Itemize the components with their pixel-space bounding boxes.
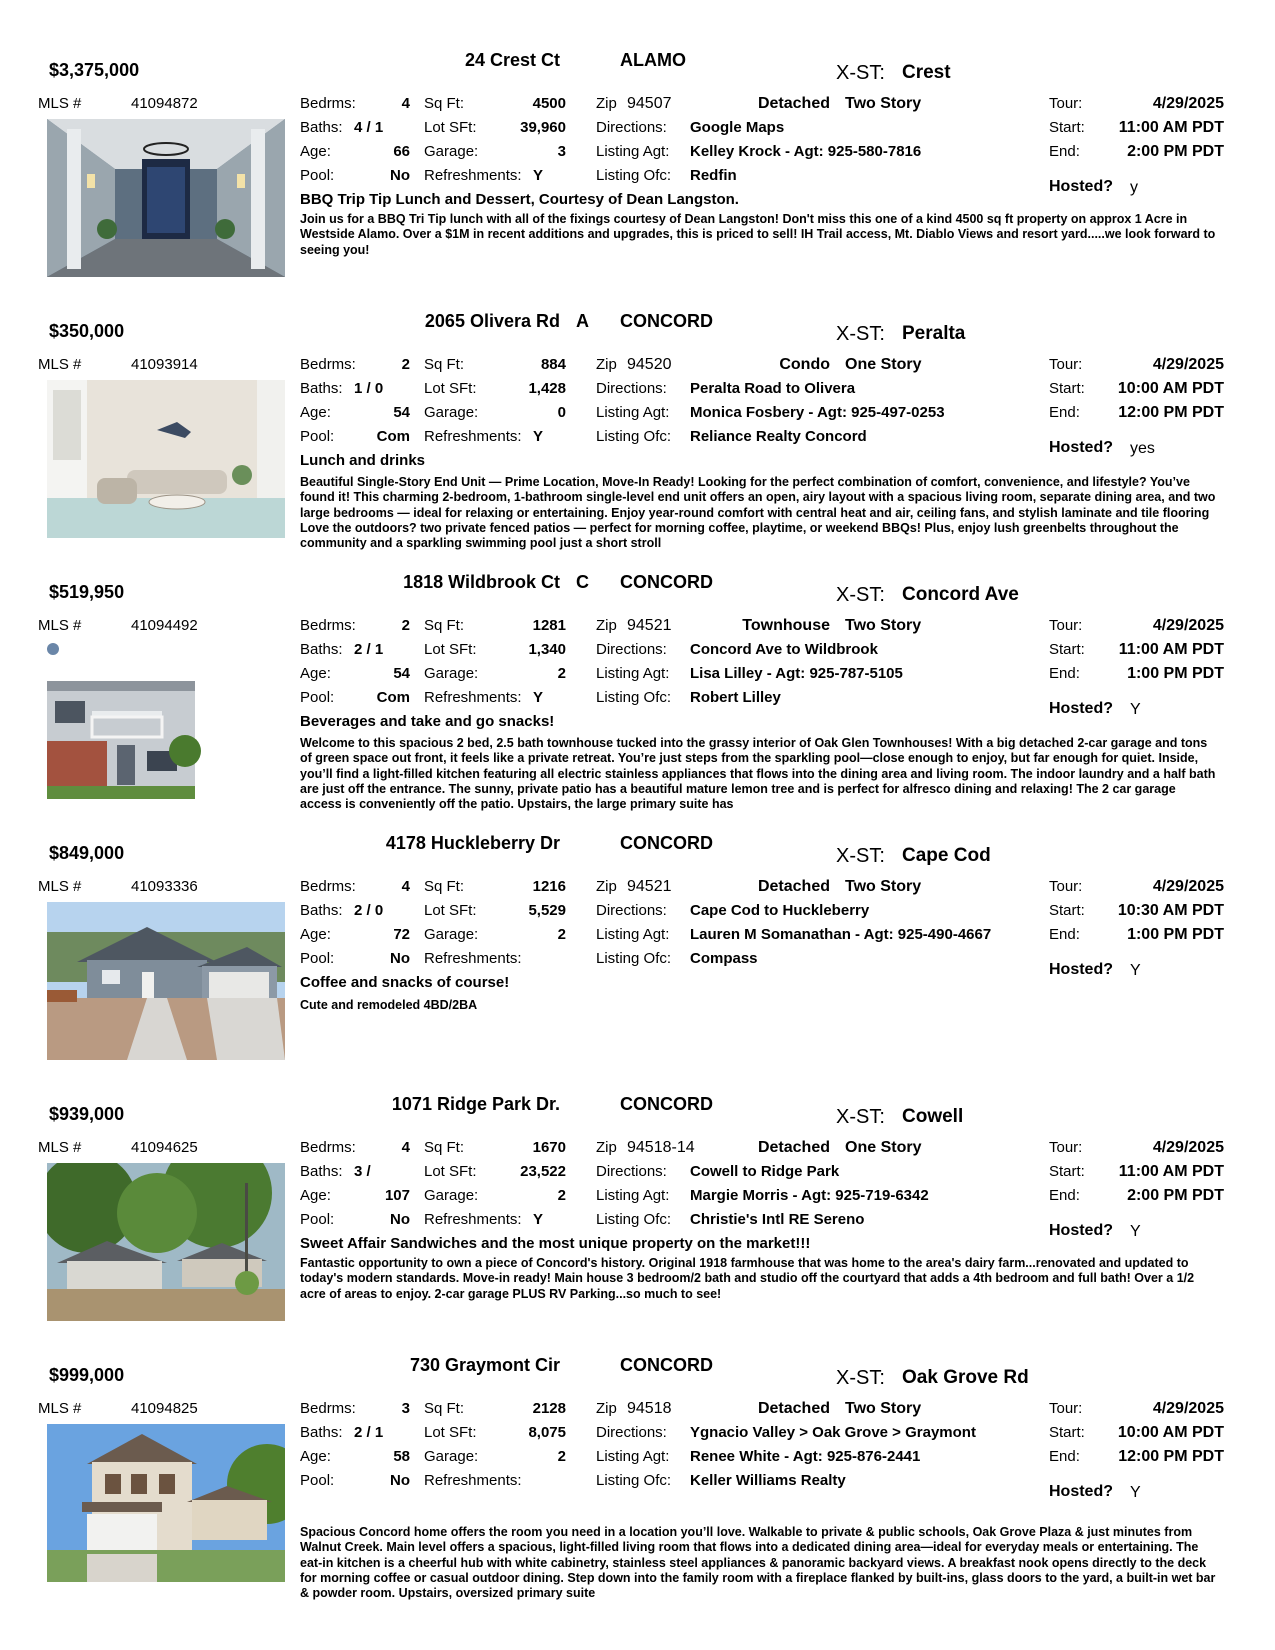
listing-agent-label: Listing Agt: <box>596 1187 670 1204</box>
property-type: Detached <box>757 1400 830 1417</box>
listing-office-label: Listing Ofc: <box>596 1211 672 1228</box>
end-time: 1:00 PM PDT <box>1127 665 1224 682</box>
refreshments-flag: Y <box>533 1211 544 1228</box>
sqft: 1281 <box>532 617 566 634</box>
bedrooms-label: Bedrms: <box>300 1139 356 1156</box>
lot-sqft: 1,428 <box>528 380 566 397</box>
property-type: Detached <box>757 878 830 895</box>
mls-label: MLS # <box>38 617 82 634</box>
directions-label: Directions: <box>596 1424 667 1441</box>
hosted: Y <box>1130 1223 1141 1240</box>
cross-street-label: X-ST: <box>836 1367 885 1389</box>
tour-label: Tour: <box>1049 95 1083 112</box>
bedrooms: 2 <box>401 356 410 373</box>
hosted-label: Hosted? <box>1049 961 1113 978</box>
refreshment-description: Lunch and drinks <box>300 452 426 469</box>
zip-label: Zip <box>596 617 617 634</box>
listing-agent: Margie Morris - Agt: 925-719-6342 <box>690 1187 929 1204</box>
refreshment-description: Beverages and take and go snacks! <box>300 713 555 730</box>
end-label: End: <box>1049 143 1080 160</box>
bedrooms-label: Bedrms: <box>300 617 356 634</box>
hosted-label: Hosted? <box>1049 439 1113 456</box>
bedrooms: 3 <box>401 1400 410 1417</box>
baths-label: Baths: <box>300 641 343 658</box>
listing-card <box>0 825 1275 1085</box>
bedrooms: 2 <box>401 617 410 634</box>
baths: 2 / 1 <box>354 641 384 658</box>
age-label: Age: <box>300 404 331 421</box>
city: CONCORD <box>620 833 713 853</box>
baths: 4 / 1 <box>354 119 384 136</box>
hosted-label: Hosted? <box>1049 700 1113 717</box>
directions-label: Directions: <box>596 641 667 658</box>
refreshment-description: BBQ Trip Tip Lunch and Dessert, Courtesy of Dean Langston. <box>300 191 739 208</box>
listing-agent: Kelley Krock - Agt: 925-580-7816 <box>690 143 922 160</box>
listing-agent-label: Listing Agt: <box>596 926 670 943</box>
hosted-label: Hosted? <box>1049 178 1113 195</box>
garage-label: Garage: <box>424 143 479 160</box>
price: $3,375,000 <box>49 60 140 80</box>
house-front-photo <box>47 902 285 1060</box>
tour-label: Tour: <box>1049 1400 1083 1417</box>
zip-label: Zip <box>596 878 617 895</box>
pool: Com <box>376 428 410 445</box>
garage-label: Garage: <box>424 926 479 943</box>
tour-date: 4/29/2025 <box>1152 356 1224 373</box>
listing-office-label: Listing Ofc: <box>596 428 672 445</box>
stories: Two Story <box>845 95 922 112</box>
directions: Google Maps <box>690 119 785 136</box>
address: 24 Crest Ct <box>464 50 560 70</box>
listing-office-label: Listing Ofc: <box>596 950 672 967</box>
baths-label: Baths: <box>300 1424 343 1441</box>
sqft-label: Sq Ft: <box>424 617 465 634</box>
bedrooms-label: Bedrms: <box>300 1400 356 1417</box>
age: 54 <box>393 404 410 421</box>
listing-agent-label: Listing Agt: <box>596 143 670 160</box>
garage: 2 <box>557 926 566 943</box>
lot-sqft-label: Lot SFt: <box>424 119 477 136</box>
end-time: 1:00 PM PDT <box>1127 926 1224 943</box>
baths-label: Baths: <box>300 1163 343 1180</box>
bedrooms-label: Bedrms: <box>300 95 356 112</box>
end-label: End: <box>1049 1187 1080 1204</box>
mls-number: 41094492 <box>131 617 198 634</box>
listing-agent-label: Listing Agt: <box>596 1448 670 1465</box>
listing-remarks: Cute and remodeled 4BD/2BA <box>300 998 478 1012</box>
baths-label: Baths: <box>300 119 343 136</box>
listing-remarks: Fantastic opportunity to own a piece of Concord's history. Original 1918 farmhouse that was home to the area's dairy farm...renovated and updated to today's modern standards. Move-in ready! Main house 3 bedroom/2 bath and studio off the courtyard that adds a 4th bedroom and full bath! Over a 1/2 acre of areas to enjoy. 2-car garage PLUS RV Parking...so much to see! <box>300 1256 1195 1301</box>
stories: One Story <box>845 1139 922 1156</box>
cross-street-label: X-ST: <box>836 62 885 84</box>
cross-street-label: X-ST: <box>836 584 885 606</box>
lot-sqft: 23,522 <box>520 1163 566 1180</box>
start-time: 10:30 AM PDT <box>1117 902 1224 919</box>
listing-agent: Renee White - Agt: 925-876-2441 <box>690 1448 921 1465</box>
baths-label: Baths: <box>300 902 343 919</box>
start-time: 11:00 AM PDT <box>1118 1163 1224 1180</box>
lot-sqft-label: Lot SFt: <box>424 1163 477 1180</box>
baths: 3 / <box>354 1163 371 1180</box>
end-time: 12:00 PM PDT <box>1118 1448 1224 1465</box>
cross-street: Peralta <box>902 323 966 344</box>
refreshments-label: Refreshments: <box>424 428 522 445</box>
sqft: 1216 <box>532 878 566 895</box>
mls-number: 41093336 <box>131 878 198 895</box>
age: 72 <box>393 926 410 943</box>
listing-agent: Lisa Lilley - Agt: 925-787-5105 <box>690 665 903 682</box>
start-time: 10:00 AM PDT <box>1117 380 1224 397</box>
end-label: End: <box>1049 665 1080 682</box>
end-label: End: <box>1049 926 1080 943</box>
age-label: Age: <box>300 926 331 943</box>
zip-label: Zip <box>596 95 617 112</box>
townhouse-photo <box>47 641 285 799</box>
living-room-photo <box>47 380 285 538</box>
start-time: 10:00 AM PDT <box>1117 1424 1224 1441</box>
pool-label: Pool: <box>300 1211 335 1228</box>
hosted: Y <box>1130 962 1141 979</box>
listing-card <box>0 303 1275 563</box>
directions: Ygnacio Valley > Oak Grove > Graymont <box>690 1424 976 1441</box>
refreshments-label: Refreshments: <box>424 950 522 967</box>
sqft: 884 <box>540 356 566 373</box>
garage-label: Garage: <box>424 1187 479 1204</box>
city: CONCORD <box>620 1094 713 1114</box>
stories: Two Story <box>845 1400 922 1417</box>
sqft-label: Sq Ft: <box>424 356 465 373</box>
city: CONCORD <box>620 572 713 592</box>
lot-sqft-label: Lot SFt: <box>424 902 477 919</box>
lot-sqft: 1,340 <box>528 641 566 658</box>
listing-remarks: Spacious Concord home offers the room you need in a location you’ll love. Walkable to private & public schools, Oak Grove Plaza & just minutes from Walnut Creek. Main level offers a spacious, light-filled living room that flows into a dedicated dining area—ideal for everyday meals or entertaining. The eat-in kitchen is a cheerful hub with white cabinetry, stainless steel appliances & panoramic backyard views. A breakfast nook opens directly to the deck for morning coffee or casual outdoor dining. Step down into the family room with a fireplace flanked by built-ins, glass doors to the yard, a built-in wet bar & powder room. Upstairs, oversized primary suite <box>300 1525 1216 1601</box>
garage: 3 <box>557 143 566 160</box>
pool: No <box>390 950 410 967</box>
mls-label: MLS # <box>38 95 82 112</box>
mls-label: MLS # <box>38 878 82 895</box>
tour-label: Tour: <box>1049 878 1083 895</box>
directions-label: Directions: <box>596 902 667 919</box>
pool-label: Pool: <box>300 950 335 967</box>
zip: 94521 <box>627 878 672 895</box>
listing-office: Christie's Intl RE Sereno <box>690 1211 865 1228</box>
price: $849,000 <box>49 843 125 863</box>
directions: Peralta Road to Olivera <box>690 380 856 397</box>
tour-date: 4/29/2025 <box>1152 878 1224 895</box>
property-type: Detached <box>757 1139 830 1156</box>
pool-label: Pool: <box>300 167 335 184</box>
pool: No <box>390 1472 410 1489</box>
garage-label: Garage: <box>424 1448 479 1465</box>
start-label: Start: <box>1049 1424 1085 1441</box>
hosted: y <box>1130 179 1138 196</box>
age: 66 <box>393 143 410 160</box>
city: ALAMO <box>620 50 686 70</box>
age: 54 <box>393 665 410 682</box>
stories: One Story <box>845 356 922 373</box>
mls-number: 41093914 <box>131 356 198 373</box>
listing-office-label: Listing Ofc: <box>596 1472 672 1489</box>
cross-street: Crest <box>902 62 951 83</box>
listing-office-label: Listing Ofc: <box>596 689 672 706</box>
listing-remarks: Welcome to this spacious 2 bed, 2.5 bath townhouse tucked into the grassy interior of Oak Glen Townhouses! With a big detached 2-car garage and tons of green space out front, it feels like a private retreat. You’re just steps from the sparkling pool—close enough to enjoy, but far enough for quiet. Inside, you’ll find a light-filled kitchen featuring all electric stainless appliances that flows into the dining area and living room. The indoor laundry and a half bath are just off the entrance. The sunny, private patio has a beautiful mature lemon tree and is perfect for alfresco dining and relaxing! The 2 car garage access is conveniently off the patio. Upstairs, the large primary suite has <box>300 736 1216 812</box>
mls-number: 41094825 <box>131 1400 198 1417</box>
city: CONCORD <box>620 1355 713 1375</box>
zip: 94520 <box>627 356 672 373</box>
start-label: Start: <box>1049 380 1085 397</box>
farmhouse-photo <box>47 1163 285 1321</box>
pool: No <box>390 1211 410 1228</box>
tour-date: 4/29/2025 <box>1152 1139 1224 1156</box>
hosted: yes <box>1130 440 1155 457</box>
start-time: 11:00 AM PDT <box>1118 119 1224 136</box>
zip: 94507 <box>627 95 672 112</box>
tour-date: 4/29/2025 <box>1152 1400 1224 1417</box>
garage: 2 <box>557 1187 566 1204</box>
property-type: Townhouse <box>742 617 830 634</box>
pool: Com <box>376 689 410 706</box>
listing-card <box>0 564 1275 824</box>
city: CONCORD <box>620 311 713 331</box>
listing-office: Keller Williams Realty <box>690 1472 846 1489</box>
bedrooms-label: Bedrms: <box>300 356 356 373</box>
tour-label: Tour: <box>1049 356 1083 373</box>
bedrooms: 4 <box>401 1139 410 1156</box>
refreshments-label: Refreshments: <box>424 1211 522 1228</box>
listing-agent-label: Listing Agt: <box>596 404 670 421</box>
cross-street: Cowell <box>902 1106 964 1127</box>
garage-label: Garage: <box>424 665 479 682</box>
sqft-label: Sq Ft: <box>424 1139 465 1156</box>
tour-label: Tour: <box>1049 1139 1083 1156</box>
refreshments-flag: Y <box>533 428 544 445</box>
sqft: 4500 <box>532 95 566 112</box>
tour-label: Tour: <box>1049 617 1083 634</box>
mls-number: 41094872 <box>131 95 198 112</box>
directions-label: Directions: <box>596 380 667 397</box>
refreshments-label: Refreshments: <box>424 1472 522 1489</box>
refreshment-description: Sweet Affair Sandwiches and the most unique property on the market!!! <box>300 1235 811 1252</box>
refreshments-flag: Y <box>533 167 544 184</box>
start-label: Start: <box>1049 1163 1085 1180</box>
baths: 2 / 0 <box>354 902 384 919</box>
cross-street: Concord Ave <box>902 584 1019 605</box>
tour-date: 4/29/2025 <box>1152 617 1224 634</box>
zip-label: Zip <box>596 1139 617 1156</box>
age-label: Age: <box>300 143 331 160</box>
listing-agent: Monica Fosbery - Agt: 925-497-0253 <box>690 404 945 421</box>
pool-label: Pool: <box>300 428 335 445</box>
two-story-house-photo <box>47 1424 285 1582</box>
lot-sqft: 39,960 <box>520 119 566 136</box>
listing-agent: Lauren M Somanathan - Agt: 925-490-4667 <box>690 926 992 943</box>
directions-label: Directions: <box>596 1163 667 1180</box>
entry-hall-photo <box>47 119 285 277</box>
address: 1071 Ridge Park Dr. <box>391 1094 560 1114</box>
bedrooms: 4 <box>401 95 410 112</box>
bedrooms-label: Bedrms: <box>300 878 356 895</box>
mls-number: 41094625 <box>131 1139 198 1156</box>
bedrooms: 4 <box>401 878 410 895</box>
pool-label: Pool: <box>300 689 335 706</box>
listing-remarks: Join us for a BBQ Tri Tip lunch with all of the fixings courtesy of Dean Langston! Don't miss this one of a kind 4500 sq ft property on approx 1 Acre in Westside Alamo. Over a $1M in recent additions and upgrades, this is priced to sell! IH Trail access, Mt. Diablo Views and resort yard.....we look forward to seeing you! <box>300 212 1216 257</box>
mls-label: MLS # <box>38 1139 82 1156</box>
pool: No <box>390 167 410 184</box>
mls-label: MLS # <box>38 356 82 373</box>
zip-label: Zip <box>596 1400 617 1417</box>
price: $999,000 <box>49 1365 125 1385</box>
cross-street-label: X-ST: <box>836 845 885 867</box>
cross-street-label: X-ST: <box>836 1106 885 1128</box>
hosted: Y <box>1130 1484 1141 1501</box>
hosted: Y <box>1130 701 1141 718</box>
listing-agent-label: Listing Agt: <box>596 665 670 682</box>
lot-sqft-label: Lot SFt: <box>424 380 477 397</box>
end-time: 2:00 PM PDT <box>1127 1187 1224 1204</box>
lot-sqft-label: Lot SFt: <box>424 641 477 658</box>
garage: 2 <box>557 1448 566 1465</box>
lot-sqft: 5,529 <box>528 902 566 919</box>
sqft-label: Sq Ft: <box>424 878 465 895</box>
property-type: Detached <box>757 95 830 112</box>
refreshments-label: Refreshments: <box>424 689 522 706</box>
mls-label: MLS # <box>38 1400 82 1417</box>
refreshments-label: Refreshments: <box>424 167 522 184</box>
directions: Concord Ave to Wildbrook <box>690 641 878 658</box>
address: 730 Graymont Cir <box>409 1355 560 1375</box>
end-label: End: <box>1049 1448 1080 1465</box>
stories: Two Story <box>845 617 922 634</box>
price: $939,000 <box>49 1104 125 1124</box>
sqft: 1670 <box>532 1139 566 1156</box>
zip: 94518 <box>627 1400 672 1417</box>
end-label: End: <box>1049 404 1080 421</box>
zip: 94518-14 <box>627 1139 695 1156</box>
listing-card <box>0 1347 1275 1607</box>
unit: C <box>576 572 589 592</box>
listing-office: Compass <box>690 950 758 967</box>
listing-office-label: Listing Ofc: <box>596 167 672 184</box>
address: 4178 Huckleberry Dr <box>385 833 560 853</box>
listing-office: Redfin <box>690 167 737 184</box>
refreshment-description: Coffee and snacks of course! <box>300 974 510 991</box>
start-label: Start: <box>1049 641 1085 658</box>
price: $350,000 <box>49 321 125 341</box>
start-time: 11:00 AM PDT <box>1118 641 1224 658</box>
baths: 1 / 0 <box>354 380 384 397</box>
address: 2065 Olivera Rd <box>424 311 560 331</box>
cross-street-label: X-ST: <box>836 323 885 345</box>
address: 1818 Wildbrook Ct <box>403 572 560 592</box>
end-time: 12:00 PM PDT <box>1118 404 1224 421</box>
property-type: Condo <box>779 356 830 373</box>
end-time: 2:00 PM PDT <box>1127 143 1224 160</box>
stories: Two Story <box>845 878 922 895</box>
sqft-label: Sq Ft: <box>424 95 465 112</box>
sqft-label: Sq Ft: <box>424 1400 465 1417</box>
zip: 94521 <box>627 617 672 634</box>
age-label: Age: <box>300 1187 331 1204</box>
age: 58 <box>393 1448 410 1465</box>
hosted-label: Hosted? <box>1049 1483 1113 1500</box>
directions: Cape Cod to Huckleberry <box>690 902 870 919</box>
lot-sqft: 8,075 <box>528 1424 566 1441</box>
listing-remarks: Beautiful Single-Story End Unit — Prime Location, Move-In Ready! Looking for the perfect combination of comfort, convenience, and lifestyle? You’ve found it! This charming 2-bedroom, 1-bathroom single-level end unit offers an open, airy layout with a spacious living room, separate dining area, and two large bedrooms — ideal for relaxing or entertaining. Enjoy year-round comfort with central heat and air, ceiling fans, and stylish laminate and tile flooring Love the outdoors? two private fenced patios — perfect for morning coffee, playtime, or weekend BBQs! Plus, enjoy lush greenbelts throughout the community and a sparkling swimming pool just a short stroll <box>300 475 1216 551</box>
cross-street: Oak Grove Rd <box>902 1367 1029 1388</box>
sqft: 2128 <box>532 1400 566 1417</box>
pool-label: Pool: <box>300 1472 335 1489</box>
zip-label: Zip <box>596 356 617 373</box>
baths-label: Baths: <box>300 380 343 397</box>
lot-sqft-label: Lot SFt: <box>424 1424 477 1441</box>
refreshments-flag: Y <box>533 689 544 706</box>
garage: 2 <box>557 665 566 682</box>
directions-label: Directions: <box>596 119 667 136</box>
baths: 2 / 1 <box>354 1424 384 1441</box>
start-label: Start: <box>1049 902 1085 919</box>
price: $519,950 <box>49 582 125 602</box>
start-label: Start: <box>1049 119 1085 136</box>
tour-date: 4/29/2025 <box>1152 95 1224 112</box>
age-label: Age: <box>300 1448 331 1465</box>
listing-office: Reliance Realty Concord <box>690 428 867 445</box>
directions: Cowell to Ridge Park <box>690 1163 840 1180</box>
age: 107 <box>384 1187 410 1204</box>
unit: A <box>576 311 589 331</box>
age-label: Age: <box>300 665 331 682</box>
listing-card <box>0 42 1275 302</box>
garage: 0 <box>557 404 566 421</box>
hosted-label: Hosted? <box>1049 1222 1113 1239</box>
listing-office: Robert Lilley <box>690 689 781 706</box>
cross-street: Cape Cod <box>902 845 991 866</box>
listing-card <box>0 1086 1275 1346</box>
garage-label: Garage: <box>424 404 479 421</box>
